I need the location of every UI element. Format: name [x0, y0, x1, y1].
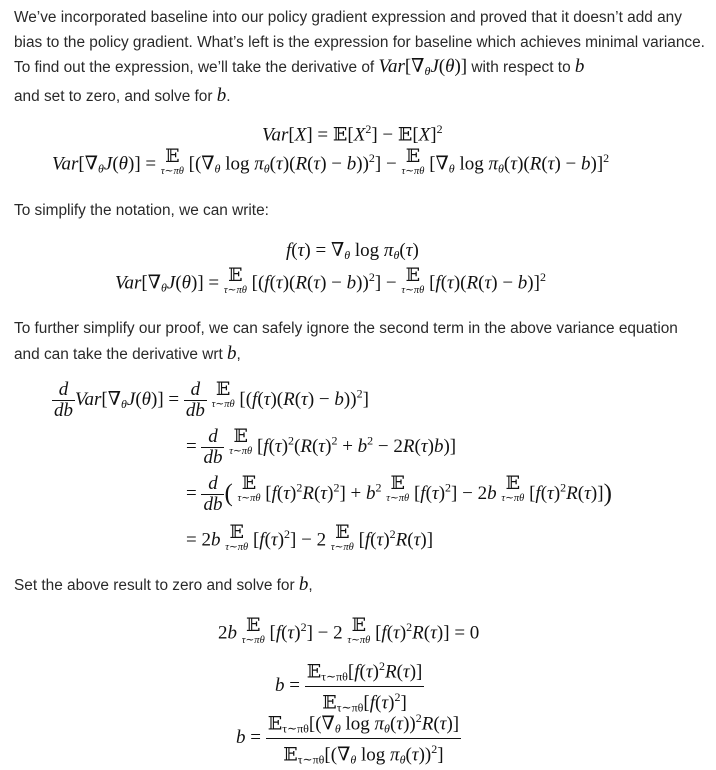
inline-var-b-2: b: [216, 84, 227, 106]
intro-paragraph: We’ve incorporated baseline into our policy gradient expression and proved that it doesn’t add any bias to the policy gradient. What’s left is the expression for baseline which achieves minimal variance. To find out the expression, we’ll take the derivative of $Var[\nabla_\theta J(\theta)]$ with respect to b and set to zero, and solve for b.: [14, 9, 705, 106]
equation-b-optimal-grad-log: b = $\frac{𝔼_{\tau\sim\pi\theta}[(\nabla_\theta \log \pi_\theta(\tau))^2R(\tau)]}{𝔼_{\tau\sim\pi\theta}[(\nabla_\theta \log \pi_\theta(\tau))^2]}$: [236, 708, 461, 770]
derivation-line-4: = 2b 𝔼 τ∼πθ $[f(\tau)^2] - 2$ 𝔼 τ∼πθ $[f(\tau)^2R(\tau)]$: [186, 522, 434, 553]
equation-b-optimal-f: b = $\frac{𝔼_{\tau\sim\pi\theta}[f(\tau)^2R(\tau)]}{𝔼_{\tau\sim\pi\theta}[f(\tau)^2]}$: [275, 656, 424, 718]
inline-var-expression: $Var[\nabla_\theta J(\theta)]$: [378, 56, 468, 78]
equation-variance-policy-gradient: $Var[\nabla_\theta J(\theta)]$ = 𝔼 τ∼πθ [($\nabla_\theta$ $\log \pi_\theta(\tau)(R(\tau) - b))^2$] − 𝔼 τ∼πθ [$\nabla_\theta$ $\log \pi_\theta(\tau)(R(\tau) - b)]^2$: [52, 146, 610, 177]
derivation-line-2: = $\frac{d}{db}$ 𝔼 τ∼πθ $[f(\tau)^2(R(\tau)^2 + b^2 - 2R(\tau)b)]$: [186, 426, 457, 468]
equation-f-tau-definition: $f(\tau) = \nabla_\theta$ $\log \pi_\theta(\tau)$: [286, 240, 419, 262]
inline-var-b-3: b: [227, 342, 237, 364]
intro-text-mid: with respect to: [467, 59, 575, 76]
inline-var-b: b: [574, 56, 585, 77]
derivation-line-1: $\frac{d}{db}$ $Var[\nabla_\theta J(\theta)]$ = $\frac{d}{db}$ 𝔼 τ∼πθ $[(f(\tau)(R(\tau) - b))^2]$: [54, 379, 369, 421]
set-zero-paragraph: Set the above result to zero and solve for b,: [14, 574, 313, 595]
intro-text-after: and set to zero, and solve for: [14, 87, 217, 105]
equation-set-to-zero: 2b 𝔼 τ∼πθ $[f(\tau)^2] - 2$ 𝔼 τ∼πθ $[f(\tau)^2R(\tau)] = 0$: [218, 615, 480, 646]
simplify-paragraph: To simplify the notation, we can write:: [14, 202, 269, 219]
equation-variance-definition: $Var[X] = 𝔼[X^2]$ − $𝔼[X]^2$: [262, 122, 443, 146]
intro-text: We’ve incorporated baseline into our policy gradient expression and proved that it doesn’t add any bias to the policy gradient. What’s left is the expression for baseline which achieves minimal variance. To find out the expression, we’ll take the derivative of: [14, 9, 705, 76]
equation-variance-simplified: $Var[\nabla_\theta J(\theta)]$ = 𝔼 τ∼πθ $[(f(\tau)(R(\tau) - b))^2]$ − 𝔼 τ∼πθ $[f(\tau)(R(\tau) - b)]^2$: [115, 265, 546, 296]
inline-var-b-4: b: [298, 574, 309, 595]
ignore-term-paragraph: To further simplify our proof, we can safely ignore the second term in the above variance equation and can take the derivative wrt b,: [14, 320, 678, 364]
derivation-line-3: = $\frac{d}{db}$ ( 𝔼 τ∼πθ $[f(\tau)^2R(\tau)^2] + b^2$ 𝔼 τ∼πθ $[f(\tau)^2] - 2b$ 𝔼 τ∼πθ $[f(\tau)^2R(\tau)]$): [186, 473, 612, 515]
